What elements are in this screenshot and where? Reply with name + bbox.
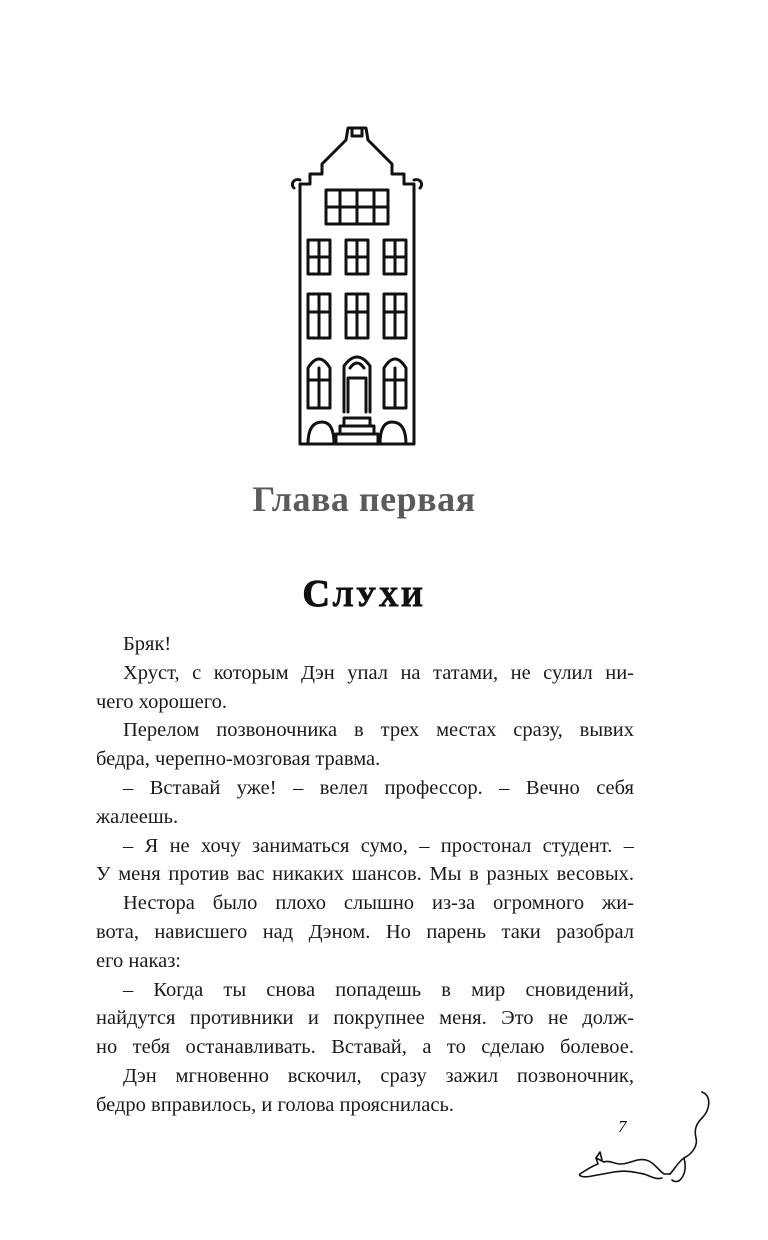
chapter-heading: Глава первая bbox=[252, 479, 476, 519]
chapter-title-text: Слухи bbox=[302, 573, 426, 615]
house-illustration bbox=[290, 122, 424, 452]
text-line: Нестора было плохо слышно из-за огромного жи- bbox=[123, 892, 634, 915]
text-line: – Вставай уже! – велел профессор. – Вечно себя bbox=[123, 776, 634, 799]
text-line: – Когда ты снова попадешь в мир сновидений, bbox=[123, 978, 634, 1001]
text-line: бедро вправилось, и голова прояснилась. bbox=[96, 1093, 454, 1116]
text-line: У меня против вас никаких шансов. Мы в разных весовых. bbox=[96, 863, 634, 886]
chapter-title bbox=[0, 572, 728, 616]
text-line: – Я не хочу заниматься сумо, – простонал студент. – bbox=[123, 834, 634, 857]
text-line: найдутся противники и покрупнее меня. Это не долж- bbox=[96, 1007, 634, 1030]
text-line: но тебя останавливать. Вставай, а то сделаю болевое. bbox=[96, 1036, 634, 1059]
text-line: Хруст, с которым Дэн упал на татами, не сулил ни- bbox=[123, 661, 634, 684]
text-line: Дэн мгновенно вскочил, сразу зажил позвоночник, bbox=[123, 1064, 634, 1087]
page-number: 7 bbox=[618, 1117, 627, 1136]
text-line: его наказ: bbox=[96, 949, 181, 972]
text-line: бедра, черепно-мозговая травма. bbox=[96, 748, 381, 771]
text-line: вота, нависшего над Дэном. Но парень таки разобрал bbox=[96, 920, 634, 943]
text-line: жалеешь. bbox=[96, 805, 179, 828]
body-text bbox=[96, 630, 634, 1120]
text-line: Бряк! bbox=[123, 633, 172, 655]
text-line: чего хорошего. bbox=[96, 690, 228, 713]
cat-illustration bbox=[574, 1090, 714, 1186]
text-line: Перелом позвоночника в трех местах сразу, вывих bbox=[123, 719, 634, 742]
